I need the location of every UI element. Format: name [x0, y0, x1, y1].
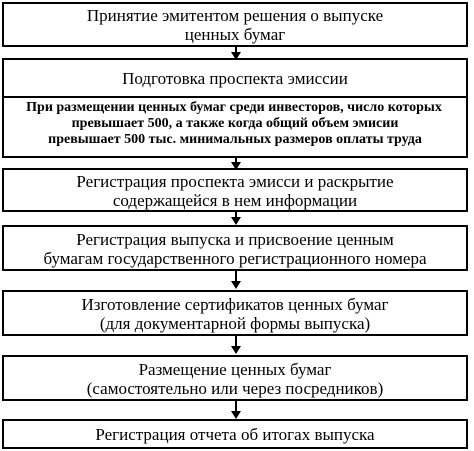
step-prospectus-registration — [2, 168, 468, 212]
prospectus-condition-note — [4, 96, 466, 152]
step-placement-line-2: (самостоятельно или через посредников) — [86, 378, 384, 398]
step-prospectus-registration-line-2: содержащейся в нем информации — [112, 190, 358, 210]
step-prospectus — [2, 58, 468, 158]
step-certificates-line-1: Изготовление сертификатов ценных бумаг — [81, 294, 389, 314]
note-line-3: превышает 500 тыс. минимальных размеров оплаты труда — [48, 132, 422, 147]
step-certificates — [2, 290, 468, 336]
note-line-2: превышает 500, а также когда общий объем эмисии — [71, 116, 399, 131]
step-placement — [2, 355, 468, 401]
step-decision-line-2: ценных бумаг — [184, 25, 286, 44]
step-report-registration-line-1: Регистрация отчета об итогах выпуска — [95, 424, 375, 444]
step-issue-registration-line-1: Регистрация выпуска и присвоение ценным — [76, 229, 394, 249]
step-decision — [2, 2, 468, 47]
step-placement-line-1: Размещение ценных бумаг — [138, 359, 332, 379]
step-prospectus-registration-line-1: Регистрация проспекта эмисси и раскрытие — [76, 171, 394, 191]
step-issue-registration-line-2: бумагам государственного регистрационного номера — [43, 248, 427, 268]
step-report-registration — [2, 419, 468, 449]
step-certificates-line-2: (для документарной формы выпуска) — [99, 313, 371, 333]
step-decision-line-1: Принятие эмитентом решения о выпуске — [86, 6, 384, 25]
step-prospectus-line-1: Подготовка проспекта эмиссии — [122, 68, 348, 88]
note-line-1: При размещении ценных бумаг среди инвесторов, число которых — [26, 100, 442, 115]
step-issue-registration — [2, 225, 468, 271]
